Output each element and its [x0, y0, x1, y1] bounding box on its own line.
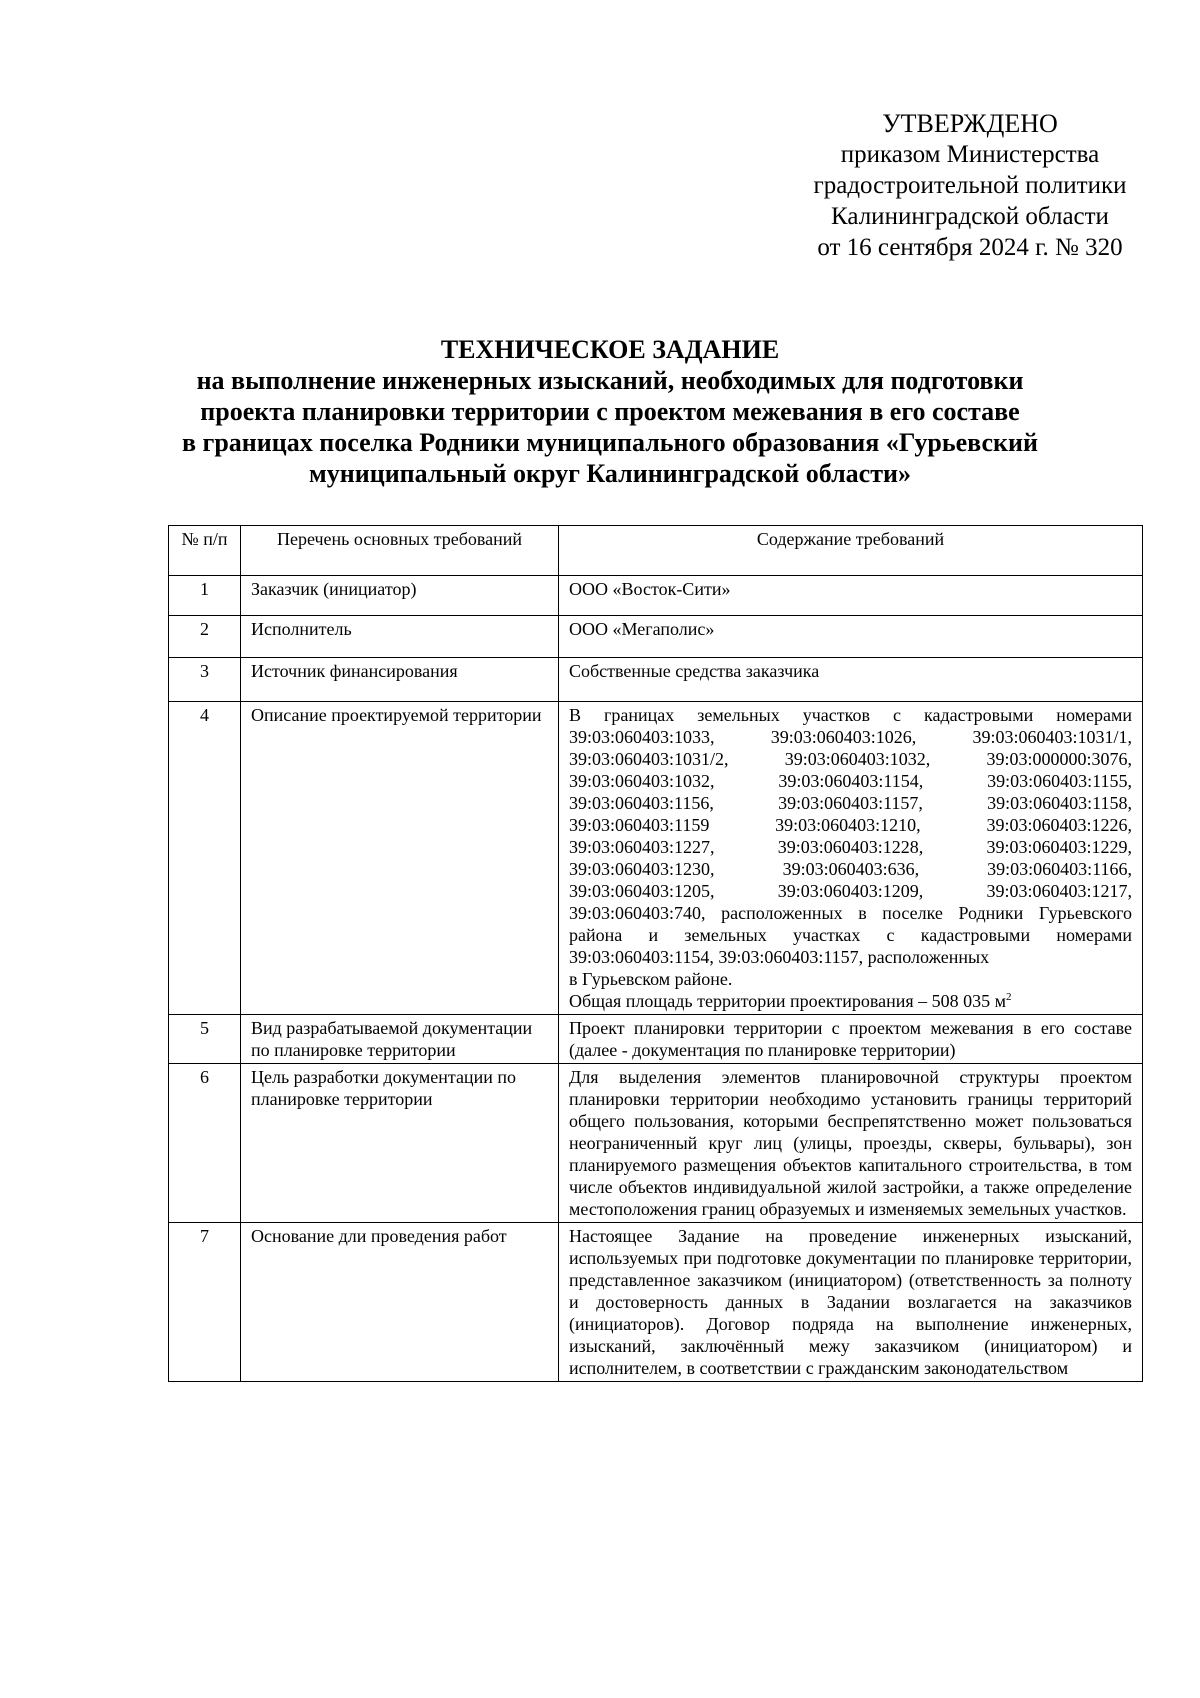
row-content: Собственные средства заказчика — [559, 658, 1143, 702]
title-subline: в границах поселка Родники муниципального образования «Гурьевский — [182, 428, 1038, 457]
cadastral-number: 39:03:060403:1031/1, — [972, 727, 1132, 747]
cadastral-number: 39:03:060403:1156, — [569, 793, 714, 813]
requirements-table — [168, 525, 1143, 1382]
row-num: 4 — [169, 702, 241, 1015]
row-content: ООО «Восток-Сити» — [559, 576, 1143, 616]
cadastral-number: 39:03:060403:1166, — [987, 859, 1132, 879]
cadastral-line — [569, 880, 1132, 902]
cadastral-number: 39:03:060403:1205, — [569, 881, 715, 901]
cadastral-number: 39:03:060403:1230, — [569, 859, 715, 879]
row-requirement: Описание проектируемой территории — [241, 702, 559, 1015]
cadastral-line — [569, 748, 1132, 770]
approval-stamp — [700, 108, 1200, 263]
row-content: ООО «Мегаполис» — [559, 616, 1143, 658]
title-subline: на выполнение инженерных изысканий, необходимых для подготовки — [196, 366, 1024, 395]
row-num: 6 — [169, 1064, 241, 1223]
cadastral-number: 39:03:060403:1031/2, — [569, 749, 729, 769]
table-row — [169, 616, 1143, 658]
area-unit-sup: 2 — [1006, 991, 1012, 1003]
cadastral-number: 39:03:060403:1159 — [569, 815, 710, 835]
cadastral-number: 39:03:060403:636, — [782, 859, 920, 879]
title-main: ТЕХНИЧЕСКОЕ ЗАДАНИЕ — [440, 335, 780, 364]
row-requirement: Заказчик (инициатор) — [241, 576, 559, 616]
document-title — [140, 334, 1080, 489]
approval-date: от 16 сентября 2024 г. № 320 — [817, 234, 1123, 261]
cadastral-number: 39:03:000000:3076, — [986, 749, 1132, 769]
cadastral-number: 39:03:060403:1228, — [777, 837, 924, 857]
cadastral-number: 39:03:060403:1158, — [987, 793, 1132, 813]
row-requirement: Исполнитель — [241, 616, 559, 658]
row-content: Для выделения элементов планировочной структуры проектом планировки территории необходимо установить границы территорий общего пользования, которыми беспрепятственно может пользоваться неограниченный круг лиц (улицы, проезды, скверы, бульвары), зон планируемого размещения объектов капитального строительства, в том числе объектов индивидуальной жилой застройки, а также определение местоположения границ образуемых и изменяемых земельных участков. — [559, 1064, 1143, 1223]
row-requirement: Вид разрабатываемой документации по планировке территории — [241, 1015, 559, 1064]
table-row — [169, 576, 1143, 616]
cadastral-number: 39:03:060403:1210, — [775, 815, 921, 835]
cadastral-line — [569, 814, 1132, 836]
cadastral-number: 39:03:060403:1154, — [778, 771, 924, 791]
area-text: Общая площадь территории проектирования – 508 035 м — [569, 991, 1007, 1011]
cadastral-number: 39:03:060403:1226, — [986, 815, 1132, 835]
table-row — [169, 1064, 1143, 1223]
table-row — [169, 702, 1143, 1015]
title-subline: муниципальный округ Калининградской области» — [309, 459, 911, 488]
cadastral-number: 39:03:060403:1157, — [778, 793, 923, 813]
table-row — [169, 1223, 1143, 1382]
cadastral-number: 39:03:060403:1026, — [770, 727, 917, 747]
title-subline: проекта планировки территории с проектом межевания в его составе — [200, 397, 1020, 426]
row-requirement: Источник финансирования — [241, 658, 559, 702]
cadastral-line — [569, 792, 1132, 814]
row-num: 7 — [169, 1223, 241, 1382]
approval-line: Калининградской области — [831, 203, 1109, 230]
row-content: Настоящее Задание на проведение инженерных изысканий, используемых при подготовке документации по планировке территории, представленное заказчиком (инициатором) (ответственность за полноту и достоверность данных в Задании возлагается на заказчиков (инициаторов). Договор подряда на выполнение инженерных, изысканий, заключённый межу заказчиком (инициатором) и исполнителем, в соответствии с гражданским законодательством — [559, 1223, 1143, 1382]
header-requirement: Перечень основных требований — [241, 526, 559, 576]
territory-location: 39:03:060403:740, расположенных в поселке Родники Гурьевского района и земельных участках с кадастровыми номерами 39:03:060403:1154, 39:03:060403:1157, расположенных — [569, 903, 1132, 967]
row-requirement: Основание дли проведения работ — [241, 1223, 559, 1382]
approval-line: приказом Министерства — [840, 141, 1100, 168]
cadastral-number: 39:03:060403:1229, — [986, 837, 1132, 857]
table-row — [169, 658, 1143, 702]
header-content: Содержание требований — [559, 526, 1143, 576]
row-num: 5 — [169, 1015, 241, 1064]
territory-area — [569, 990, 1132, 1012]
cadastral-number: 39:03:060403:1155, — [987, 771, 1132, 791]
row-num: 2 — [169, 616, 241, 658]
approval-line: градостроительной политики — [813, 172, 1127, 199]
cadastral-number: 39:03:060403:1227, — [569, 837, 715, 857]
table-header-row — [169, 526, 1143, 576]
row-content: Проект планировки территории с проектом межевания в его составе (далее - документация по планировке территории) — [559, 1015, 1143, 1064]
territory-location-end: в Гурьевском районе. — [569, 969, 733, 989]
row-num: 3 — [169, 658, 241, 702]
cadastral-number: 39:03:060403:1032, — [784, 749, 931, 769]
header-num: № п/п — [169, 526, 241, 576]
row-num: 1 — [169, 576, 241, 616]
cadastral-number: 39:03:060403:1209, — [777, 881, 924, 901]
row-content-territory — [559, 702, 1143, 1015]
territory-intro: В границах земельных участков с кадастровыми номерами — [569, 705, 1132, 725]
table-row — [169, 1015, 1143, 1064]
approval-heading: УТВЕРЖДЕНО — [882, 109, 1058, 138]
cadastral-number: 39:03:060403:1217, — [986, 881, 1132, 901]
cadastral-number: 39:03:060403:1033, — [569, 727, 715, 747]
cadastral-number: 39:03:060403:1032, — [569, 771, 715, 791]
cadastral-line — [569, 726, 1132, 748]
cadastral-line — [569, 836, 1132, 858]
cadastral-line — [569, 770, 1132, 792]
cadastral-line — [569, 858, 1132, 880]
row-requirement: Цель разработки документации по планировке территории — [241, 1064, 559, 1223]
